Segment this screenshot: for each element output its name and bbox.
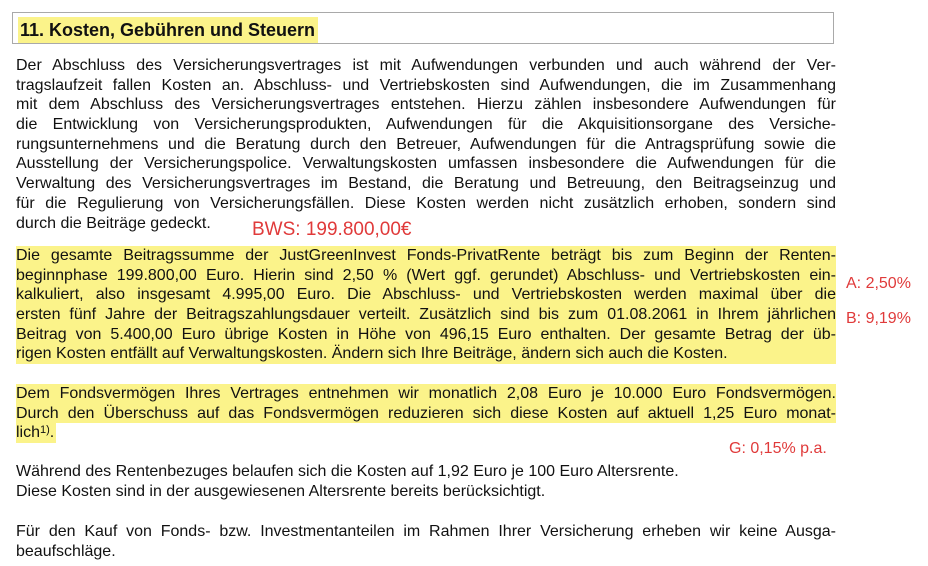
highlighted-line: Beitrag von 5.400,00 Euro übrige Kosten in Höhe von 496,15 Euro enthalten. Der gesamte Betrag der üb- — [16, 325, 836, 343]
highlighted-line: rigen Kosten entfällt auf Verwaltungskosten. Ändern sich Ihre Beiträge, ändern sich auch die Kosten. — [16, 344, 836, 364]
bws-annotation: BWS: 199.800,00€ — [252, 219, 412, 240]
text-line: Verwaltung des Versicherungsvertrages im Bestand, die Beratung und Betreuung, den Beitragseinzug und — [16, 175, 836, 193]
highlighted-line: beginnphase 199.800,00 Euro. Hierin sind 2,50 % (Wert ggf. gerundet) Abschluss- und Vertriebskosten ein- — [16, 266, 836, 284]
section-heading: 11. Kosten, Gebühren und Steuern — [18, 17, 318, 43]
fund-costs-paragraph — [16, 384, 836, 443]
text-line: beaufschläge. — [16, 542, 116, 560]
text-line: Während des Rentenbezuges belaufen sich die Kosten auf 1,92 Euro je 100 Euro Altersrente. — [16, 463, 679, 480]
a-annotation: A: 2,50% — [846, 275, 911, 292]
footnote-marker: 1) — [40, 424, 50, 437]
g-annotation: G: 0,15% p.a. — [729, 440, 827, 457]
highlighted-line: Durch den Überschuss auf das Fondsvermögen reduzieren sich diese Kosten auf aktuell 1,25 Euro monat- — [16, 404, 836, 422]
text-line: mit dem Abschluss des Versicherungsvertrages entstehen. Hierzu zählen insbesondere Aufwendungen für — [16, 96, 836, 114]
text-line: Für den Kauf von Fonds- bzw. Investmentanteilen im Rahmen Ihrer Versicherung erheben wir keine Ausga- — [16, 523, 836, 540]
text-line: rungsunternehmens und die Beratung durch den Betreuer, Aufwendungen für die Antragsprüfung sowie die — [16, 135, 836, 153]
highlighted-line: Dem Fondsvermögen Ihres Vertrages entnehmen wir monatlich 2,08 Euro je 10.000 Euro Fondsvermögen. — [16, 385, 836, 402]
highlighted-line: ersten fünf Jahre der Beitragszahlungsdauer verteilt. Zusätzlich sind bis zum 01.08.2061 in Ihrem jährlichen — [16, 306, 836, 324]
b-annotation: B: 9,19% — [846, 310, 911, 327]
pension-costs-paragraph — [16, 462, 836, 501]
text-line: durch die Beiträge gedeckt. — [16, 214, 211, 232]
text-line: Ausstellung der Versicherungspolice. Verwaltungskosten umfassen insbesondere die Aufwendungen für die — [16, 155, 836, 173]
text-line: für die Regulierung von Versicherungsfällen. Diese Kosten werden nicht zusätzlich erhoben, sondern sind — [16, 194, 836, 212]
intro-paragraph — [16, 56, 836, 233]
text-line: die Entwicklung von Versicherungsprodukten, Aufwendungen für die Akquisitionsorgane des Versiche- — [16, 116, 836, 134]
text-line: Der Abschluss des Versicherungsvertrages ist mit Aufwendungen verbunden und auch während der Ver- — [16, 57, 836, 74]
highlighted-line: Die gesamte Beitragssumme der JustGreenInvest Fonds-PrivatRente beträgt bis zum Beginn der Renten- — [16, 247, 836, 264]
highlighted-line: kalkuliert, also insgesamt 4.995,00 Euro. Die Abschluss- und Vertriebskosten werden maximal über die — [16, 286, 836, 304]
section-heading-box — [12, 12, 834, 44]
text-fragment: lich — [16, 424, 41, 442]
text-fragment: . — [49, 424, 55, 442]
contribution-paragraph — [16, 246, 836, 364]
purchase-fees-paragraph — [16, 522, 836, 561]
text-line: tragslaufzeit fallen Kosten an. Abschluss- und Vertriebskosten sind Aufwendungen, die im Zusammenhang — [16, 76, 836, 94]
highlighted-line — [16, 423, 56, 443]
text-line: Diese Kosten sind in der ausgewiesenen Altersrente bereits berücksichtigt. — [16, 482, 546, 500]
